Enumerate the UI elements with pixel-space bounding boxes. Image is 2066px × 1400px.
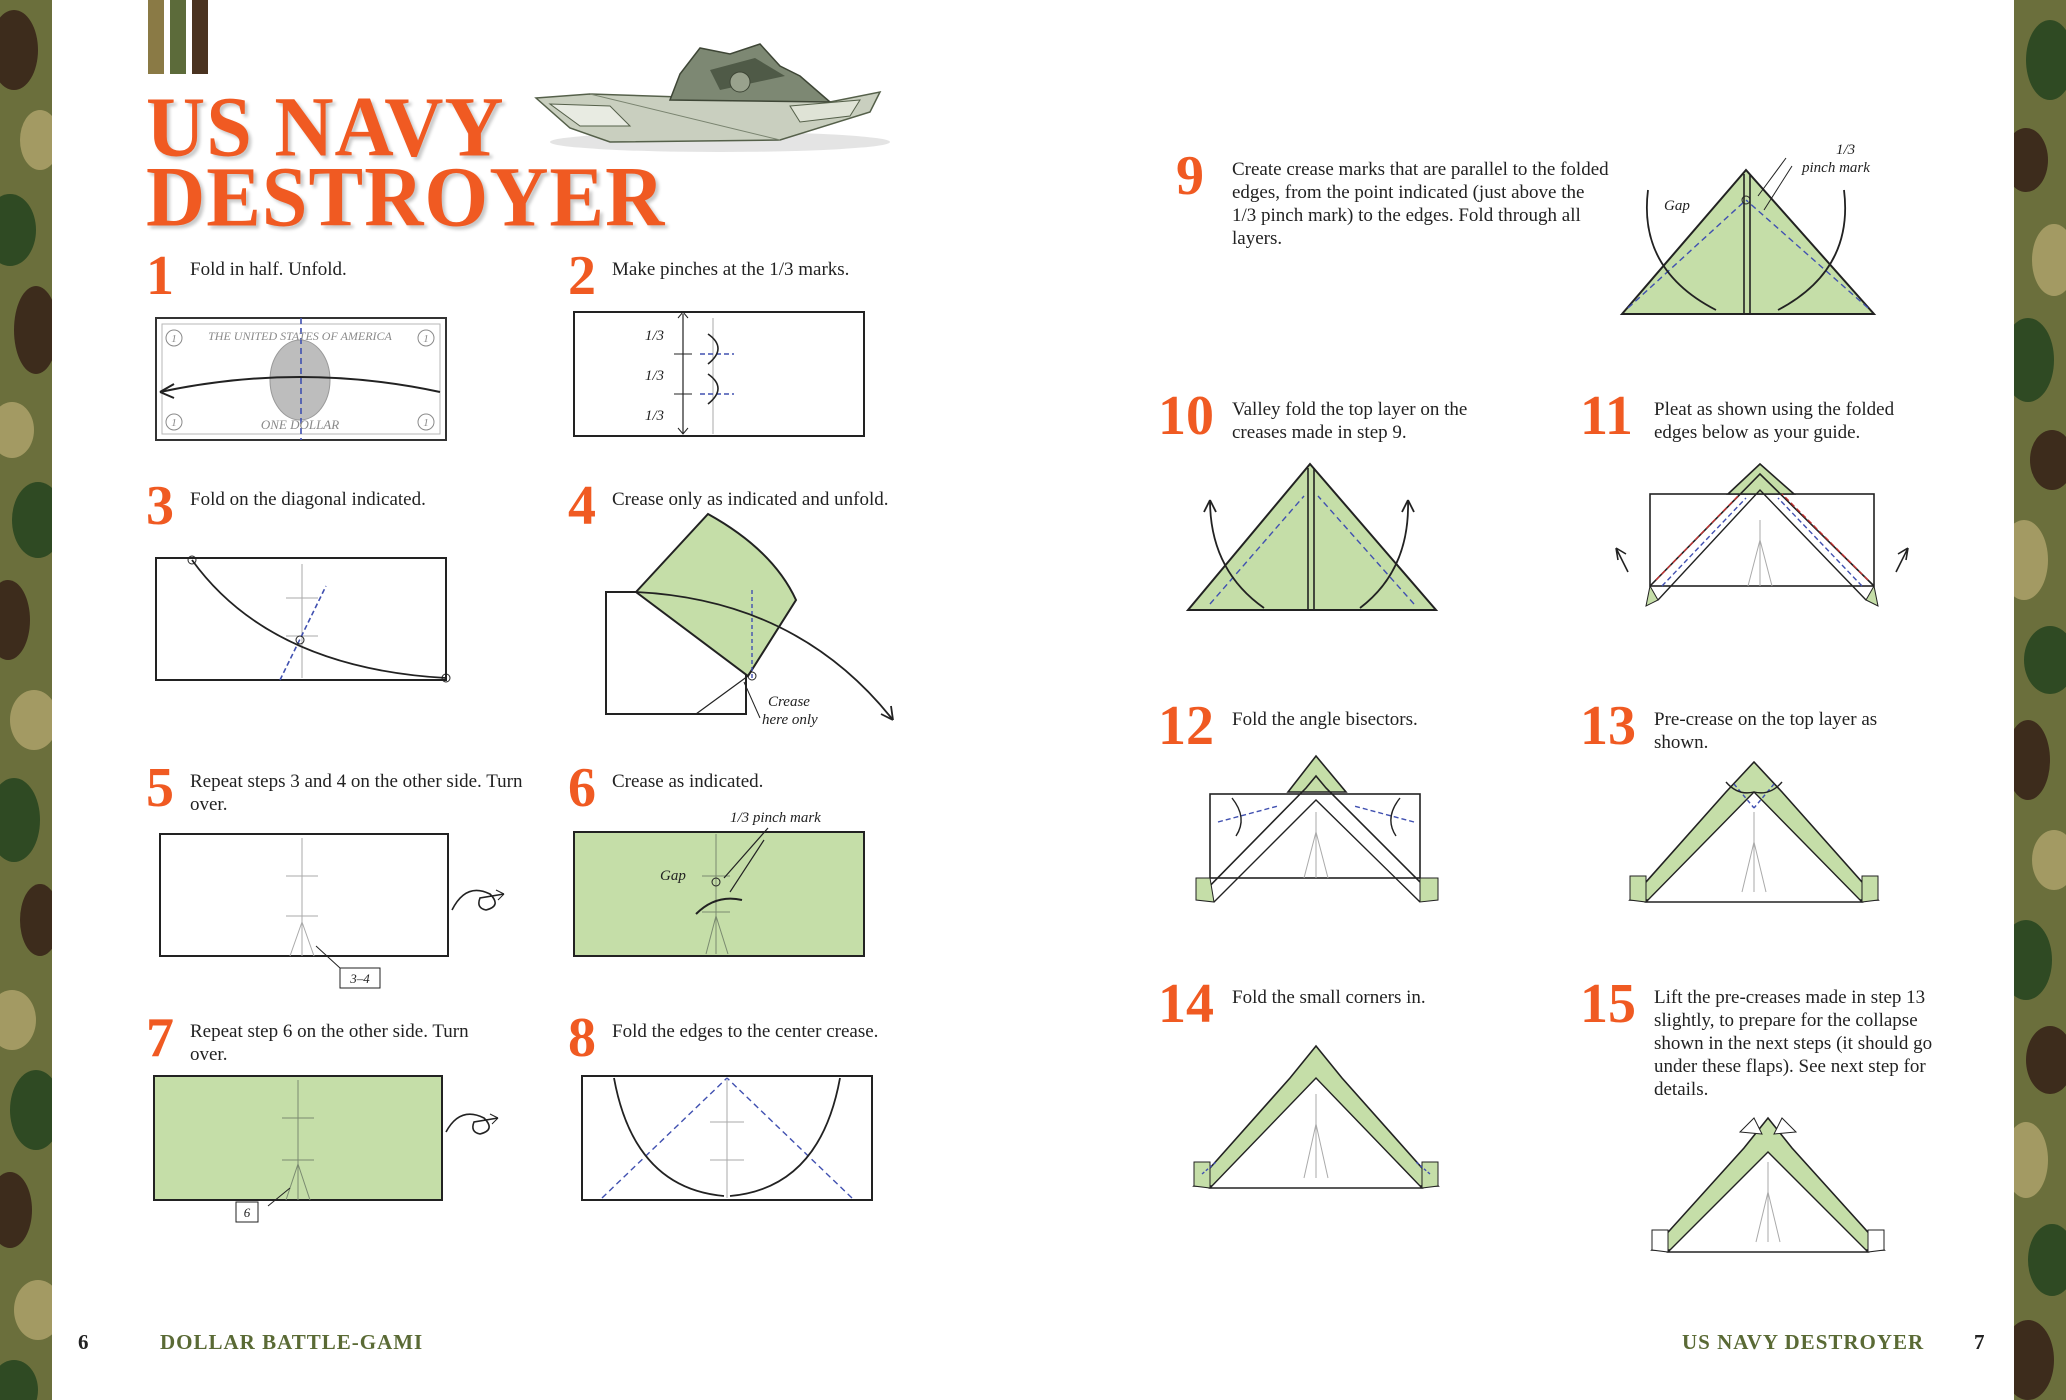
pinch-mark-label: 1/3 pinch mark	[730, 810, 821, 826]
origami-destroyer-photo	[530, 30, 890, 160]
title-line-2: DESTROYER	[146, 148, 666, 245]
step-13-diagram	[1626, 752, 1886, 912]
step-number: 3	[146, 475, 174, 537]
step-number: 14	[1158, 973, 1214, 1035]
step-instruction: Crease as indicated.	[612, 771, 764, 792]
step-instruction: Fold on the diagonal indicated.	[190, 489, 426, 510]
step-6-diagram	[568, 800, 888, 960]
crease-note-line-2: here only	[762, 712, 818, 728]
step-number: 10	[1158, 385, 1214, 447]
third-label-2: 1/3	[644, 368, 664, 384]
step-instruction: Lift the pre-creases made in step 13 slightly, to prepare for the collapse shown in the next steps (it should go under these flaps). See next step for details.	[1654, 987, 1933, 1100]
step-instruction: Repeat step 6 on the other side. Turn over.	[190, 1021, 469, 1065]
step-instruction: Create crease marks that are parallel to the folded edges, from the point indicated (just above the 1/3 pinch mark) to the edges. Fold through all layers.	[1232, 159, 1609, 249]
step-11-diagram	[1598, 460, 1928, 630]
step-instruction: Fold the small corners in.	[1232, 987, 1426, 1008]
pinch-label-line-1: 1/3	[1836, 142, 1856, 158]
step-instruction: Repeat steps 3 and 4 on the other side. Turn over.	[190, 771, 523, 815]
dollar-corner-tl: 1	[171, 333, 177, 345]
step-number: 4	[568, 475, 596, 537]
step-number: 9	[1176, 145, 1204, 207]
step-number: 6	[568, 757, 596, 819]
step-instruction: Fold the edges to the center crease.	[612, 1021, 879, 1042]
step-7-diagram	[150, 1072, 520, 1232]
step-instruction: Valley fold the top layer on the creases made in step 9.	[1232, 399, 1468, 443]
running-head-right: US NAVY DESTROYER	[1682, 1330, 1925, 1354]
step-number: 15	[1580, 973, 1636, 1035]
page-number-right: 7	[1974, 1330, 1985, 1354]
page-number-left: 6	[78, 1330, 89, 1354]
gap-label-step-6: Gap	[660, 868, 686, 884]
decorative-bars	[148, 0, 210, 74]
step-2-diagram	[568, 308, 878, 448]
step-instruction: Pleat as shown using the folded edges below as your guide.	[1654, 399, 1895, 443]
crease-note-line-1: Crease	[768, 694, 810, 710]
step-number: 2	[568, 245, 596, 307]
dollar-corner-bl: 1	[171, 417, 177, 429]
third-label-1: 1/3	[644, 328, 664, 344]
step-9-diagram	[1618, 140, 1938, 326]
step-12-diagram	[1188, 752, 1448, 912]
ref-label-3-4: 3–4	[350, 971, 370, 986]
step-instruction: Make pinches at the 1/3 marks.	[612, 259, 850, 280]
step-3-diagram	[150, 548, 460, 688]
step-number: 5	[146, 757, 174, 819]
step-8-diagram	[578, 1072, 888, 1208]
camo-border-right	[2014, 0, 2066, 1400]
step-14-diagram	[1188, 1038, 1448, 1198]
dollar-corner-br: 1	[423, 417, 429, 429]
step-instruction: Fold the angle bisectors.	[1232, 709, 1418, 730]
step-1-diagram	[150, 310, 460, 450]
step-number: 12	[1158, 695, 1214, 757]
step-instruction: Crease only as indicated and unfold.	[612, 489, 889, 510]
step-10-diagram	[1180, 460, 1450, 620]
step-4-diagram	[598, 510, 908, 730]
step-number: 8	[568, 1007, 596, 1069]
running-head-left: DOLLAR BATTLE-GAMI	[160, 1330, 424, 1354]
third-label-3: 1/3	[644, 408, 664, 424]
step-instruction: Fold in half. Unfold.	[190, 259, 347, 280]
dollar-bottom-text: ONE DOLLAR	[260, 417, 340, 432]
step-number: 11	[1580, 385, 1633, 447]
step-15-diagram	[1640, 1112, 1900, 1262]
camo-border-left	[0, 0, 52, 1400]
step-number: 7	[146, 1007, 174, 1069]
gap-label-step-9: Gap	[1664, 198, 1690, 214]
step-number: 1	[146, 245, 174, 307]
ref-label-6: 6	[243, 1205, 251, 1220]
step-number: 13	[1580, 695, 1636, 757]
step-5-diagram	[150, 828, 520, 998]
step-instruction: Pre-crease on the top layer as shown.	[1654, 709, 1878, 753]
title-line-1: US NAVY	[146, 78, 505, 175]
dollar-top-text: THE UNITED STATES OF AMERICA	[208, 329, 392, 343]
pinch-label-line-2: pinch mark	[1802, 160, 1870, 176]
dollar-corner-tr: 1	[423, 333, 429, 345]
